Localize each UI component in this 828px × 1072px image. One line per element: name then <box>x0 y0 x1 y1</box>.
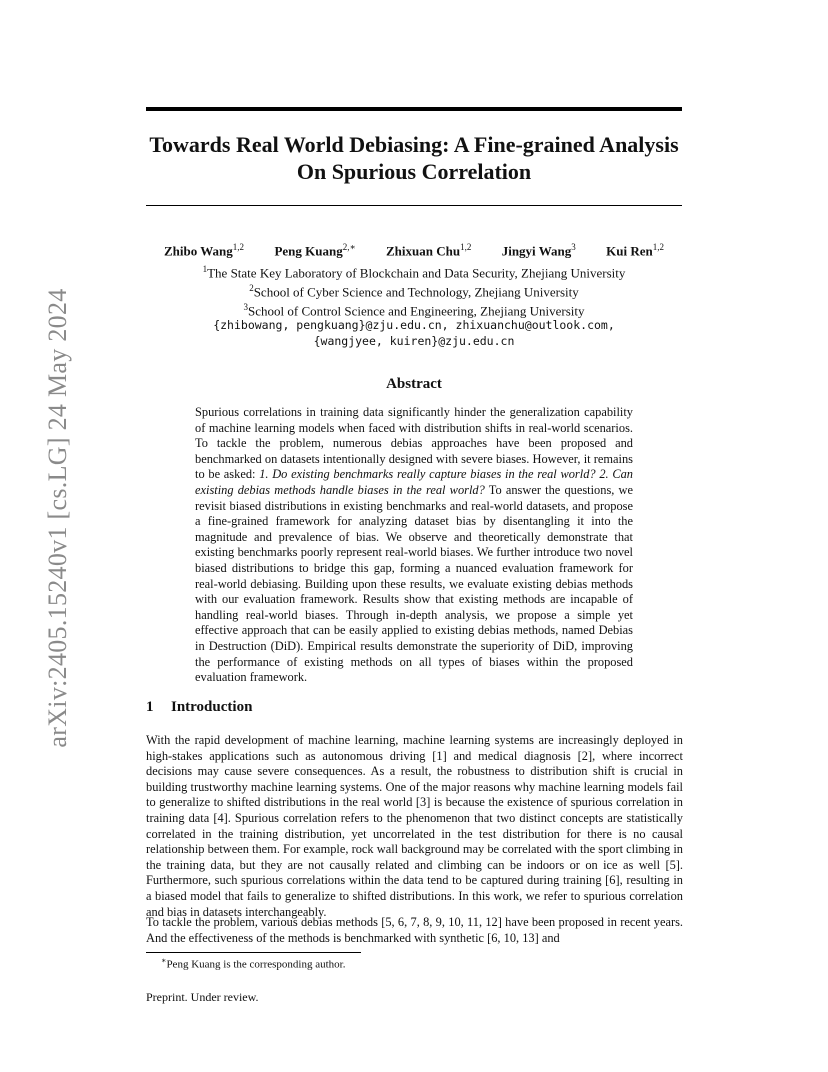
email-line: {wangjyee, kuiren}@zju.edu.cn <box>313 333 515 348</box>
affiliations <box>146 262 682 349</box>
author: Zhixuan Chu$^{1,2}$ <box>385 242 472 259</box>
email-line: {zhibowang, pengkuang}@zju.edu.cn, zhixuanchu@outlook.com, <box>213 318 615 333</box>
title-bottom-rule <box>146 205 682 206</box>
arxiv-watermark: arXiv:2405.15240v1 [cs.LG] 24 May 2024 <box>43 288 72 748</box>
abstract-heading: Abstract <box>386 376 442 392</box>
author: Zhibo Wang$^{1,2}$ <box>164 242 245 259</box>
preprint-note: Preprint. Under review. <box>146 990 259 1004</box>
footnote-rule <box>146 952 361 953</box>
author: Jingyi Wang$^3$ <box>501 242 576 259</box>
affiliation: $^1$The State Key Laboratory of Blockchain and Data Security, Zhejiang University <box>202 264 626 281</box>
paper-title: Towards Real World Debiasing: A Fine-grained Analysis On Spurious Correlation <box>149 132 679 184</box>
section-heading: 1 Introduction <box>146 699 253 715</box>
affiliation: $^2$School of Cyber Science and Technology, Zhejiang University <box>249 282 579 300</box>
author: Peng Kuang$^{2,∗}$ <box>274 242 356 259</box>
body-paragraph: With the rapid development of machine learning, machine learning systems are increasingly deployed in high-stakes applications such as autonomous driving [1] and medical diagnosis [2], where incorrect decisions may cause severe consequences. As a result, the robustness to distribution shift is crucial in building trustworthy machine learning systems. One of the major reasons why machine learning models fail to generalize to shifted distributions in the real world [3] is because the existence of spurious correlation in training data [4]. Spurious correlation refers to the phenomenon that two distinct concepts are statistically correlated in the training distribution, yet uncorrelated in the test distribution for there is no causal relationship between them. For example, rock wall background may be correlated with the sport climbing in the training data, but they are not causally related and climbing can be indoors or on ice as well [5]. Furthermore, such spurious correlations within the data tend to be captured during training [6], resulting in a biased model that fails to generalize to shifted distributions. In this work, we refer to spurious correlation and bias in datasets interchangeably. <box>146 733 683 919</box>
author: Kui Ren$^{1,2}$ <box>606 242 664 259</box>
affiliation: $^3$School of Control Science and Engineering, Zhejiang University <box>243 301 585 318</box>
abstract-questions: 1. Do existing benchmarks really capture biases in the real world? 2. Can existing debias methods handle biases in the real world? <box>195 467 634 497</box>
abstract-text: Spurious correlations in training data significantly hinder the generalization capability of machine learning models when faced with distribution shifts in real-world scenarios. To tackle the problem, numerous debias approaches have been proposed and benchmarked on datasets intentionally designed with severe biases. However, it remains to be asked: 1. Do existing benchmarks really capture biases in the real world? 2. Can existing debias methods handle biases in the real world? To answer the questions, we revisit biased distributions in existing benchmarks and real-world datasets, and propose a fine-grained framework for analyzing dataset bias by disentangling it into the magnitude and prevalence of bias. We observe and theoretically demonstrate that existing benchmarks poorly represent real-world biases. We further introduce two novel biased distributions to bridge this gap, forming a nuanced evaluation framework for real-world debiasing. Building upon these results, we evaluate existing debias methods with our evaluation framework. Results show that existing methods are incapable of handling real-world biases. Through in-depth analysis, we propose a simple yet effective approach that can be easily applied to existing debias methods, named Debias in Destruction (DiD). Empirical results demonstrate the superiority of DiD, improving the performance of existing methods on all types of biases within the proposed evaluation framework. <box>195 405 634 685</box>
body-paragraph: To tackle the problem, various debias methods [5, 6, 7, 8, 9, 10, 11, 12] have been proposed in recent years. And the effectiveness of the methods is benchmarked with synthetic [6, 10, 13] and <box>146 915 683 945</box>
title-top-rule <box>146 107 682 111</box>
author-list <box>146 242 682 259</box>
footnote: ∗Peng Kuang is the corresponding author. <box>161 956 346 971</box>
